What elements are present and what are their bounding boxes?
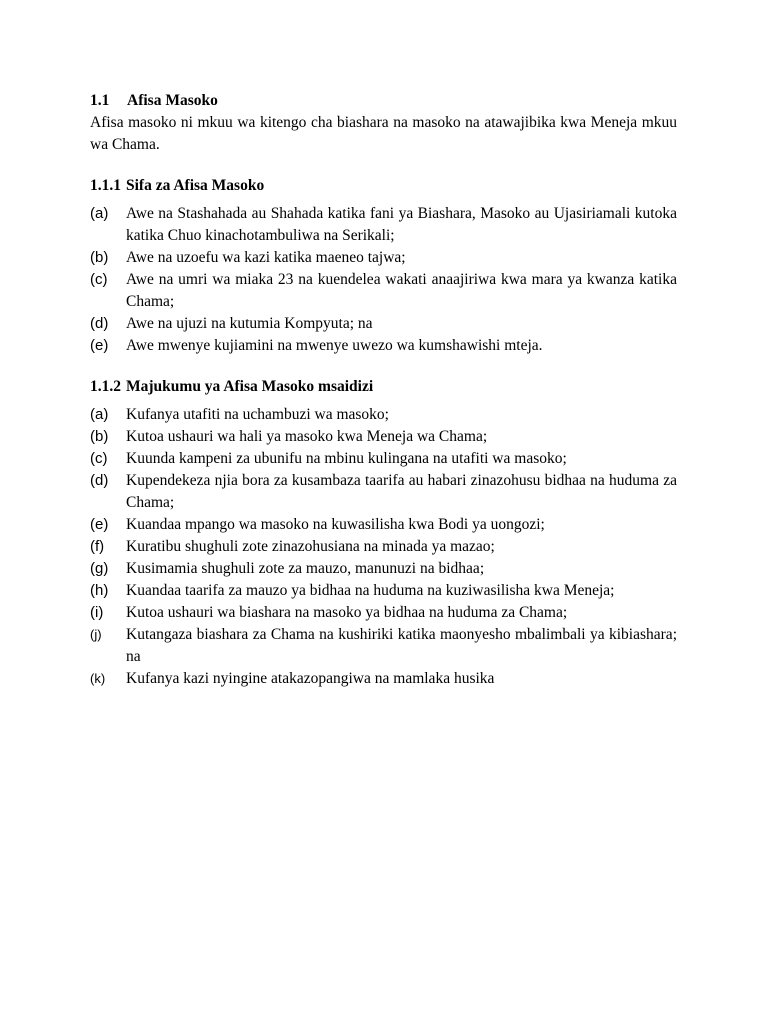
list-item bbox=[90, 514, 677, 536]
list-marker: (h) bbox=[90, 582, 109, 599]
list-item bbox=[90, 269, 677, 313]
list-item-text: Kufanya kazi nyingine atakazopangiwa na mamlaka husika bbox=[126, 670, 495, 687]
list-item-text: Kuunda kampeni za ubunifu na mbinu kulingana na utafiti wa masoko; bbox=[126, 450, 567, 467]
list-marker: (i) bbox=[90, 604, 104, 621]
list-marker: (g) bbox=[90, 560, 109, 577]
list-item bbox=[90, 558, 677, 580]
list-item bbox=[90, 313, 677, 335]
list-item-text: Kupendekeza njia bora za kusambaza taarifa au habari zinazohusu bidhaa na huduma za Chama; bbox=[126, 472, 677, 511]
list-item-text: Awe mwenye kujiamini na mwenye uwezo wa kumshawishi mteja. bbox=[126, 337, 543, 354]
section-title: Afisa Masoko bbox=[127, 92, 218, 109]
list-marker: (a) bbox=[90, 406, 109, 423]
section-number: 1.1 bbox=[90, 92, 110, 109]
list-item bbox=[90, 668, 677, 690]
list-item-text: Awe na uzoefu wa kazi katika maeneo tajwa; bbox=[126, 249, 406, 266]
section-heading-1-1-1 bbox=[90, 175, 677, 197]
section-heading-1-1 bbox=[90, 90, 677, 112]
list-item-text: Kutoa ushauri wa biashara na masoko ya bidhaa na huduma za Chama; bbox=[126, 604, 568, 621]
list-item bbox=[90, 247, 677, 269]
duties-list bbox=[90, 404, 677, 690]
list-marker: (k) bbox=[90, 671, 106, 686]
list-marker: (d) bbox=[90, 472, 109, 489]
list-marker: (d) bbox=[90, 315, 109, 332]
list-item-text: Kuandaa taarifa za mauzo ya bidhaa na huduma na kuziwasilisha kwa Meneja; bbox=[126, 582, 615, 599]
list-item bbox=[90, 624, 677, 668]
list-item bbox=[90, 580, 677, 602]
section-number: 1.1.1 bbox=[90, 177, 121, 194]
list-item-text: Kusimamia shughuli zote za mauzo, manunuzi na bidhaa; bbox=[126, 560, 485, 577]
list-item bbox=[90, 203, 677, 247]
list-item bbox=[90, 404, 677, 426]
section-title: Sifa za Afisa Masoko bbox=[126, 177, 265, 194]
list-marker: (j) bbox=[90, 627, 102, 642]
section-number: 1.1.2 bbox=[90, 378, 121, 395]
qualifications-list bbox=[90, 203, 677, 357]
list-marker: (b) bbox=[90, 428, 109, 445]
list-marker: (c) bbox=[90, 450, 108, 467]
list-marker: (b) bbox=[90, 249, 109, 266]
list-item bbox=[90, 426, 677, 448]
list-item-text: Kufanya utafiti na uchambuzi wa masoko; bbox=[126, 406, 389, 423]
list-marker: (e) bbox=[90, 337, 109, 354]
list-item bbox=[90, 536, 677, 558]
list-item-text: Awe na umri wa miaka 23 na kuendelea wakati anaajiriwa kwa mara ya kwanza katika Chama; bbox=[126, 271, 677, 310]
section-heading-1-1-2 bbox=[90, 376, 677, 398]
list-marker: (a) bbox=[90, 205, 109, 222]
list-item bbox=[90, 470, 677, 514]
list-item-text: Kutoa ushauri wa hali ya masoko kwa Meneja wa Chama; bbox=[126, 428, 488, 445]
list-item-text: Awe na ujuzi na kutumia Kompyuta; na bbox=[126, 315, 373, 332]
section-paragraph: Afisa masoko ni mkuu wa kitengo cha biashara na masoko na atawajibika kwa Meneja mkuu wa Chama. bbox=[90, 114, 677, 153]
list-item-text: Awe na Stashahada au Shahada katika fani ya Biashara, Masoko au Ujasiriamali kutoka katika Chuo kinachotambuliwa na Serikali; bbox=[126, 205, 677, 244]
list-marker: (f) bbox=[90, 538, 105, 555]
document-page bbox=[90, 90, 677, 690]
list-marker: (c) bbox=[90, 271, 108, 288]
list-item-text: Kuratibu shughuli zote zinazohusiana na minada ya mazao; bbox=[126, 538, 495, 555]
list-item bbox=[90, 448, 677, 470]
list-item-text: Kuandaa mpango wa masoko na kuwasilisha kwa Bodi ya uongozi; bbox=[126, 516, 545, 533]
list-item bbox=[90, 602, 677, 624]
list-marker: (e) bbox=[90, 516, 109, 533]
list-item-text: Kutangaza biashara za Chama na kushiriki katika maonyesho mbalimbali ya kibiashara; na bbox=[126, 626, 677, 665]
list-item bbox=[90, 335, 677, 357]
section-title: Majukumu ya Afisa Masoko msaidizi bbox=[126, 378, 374, 395]
